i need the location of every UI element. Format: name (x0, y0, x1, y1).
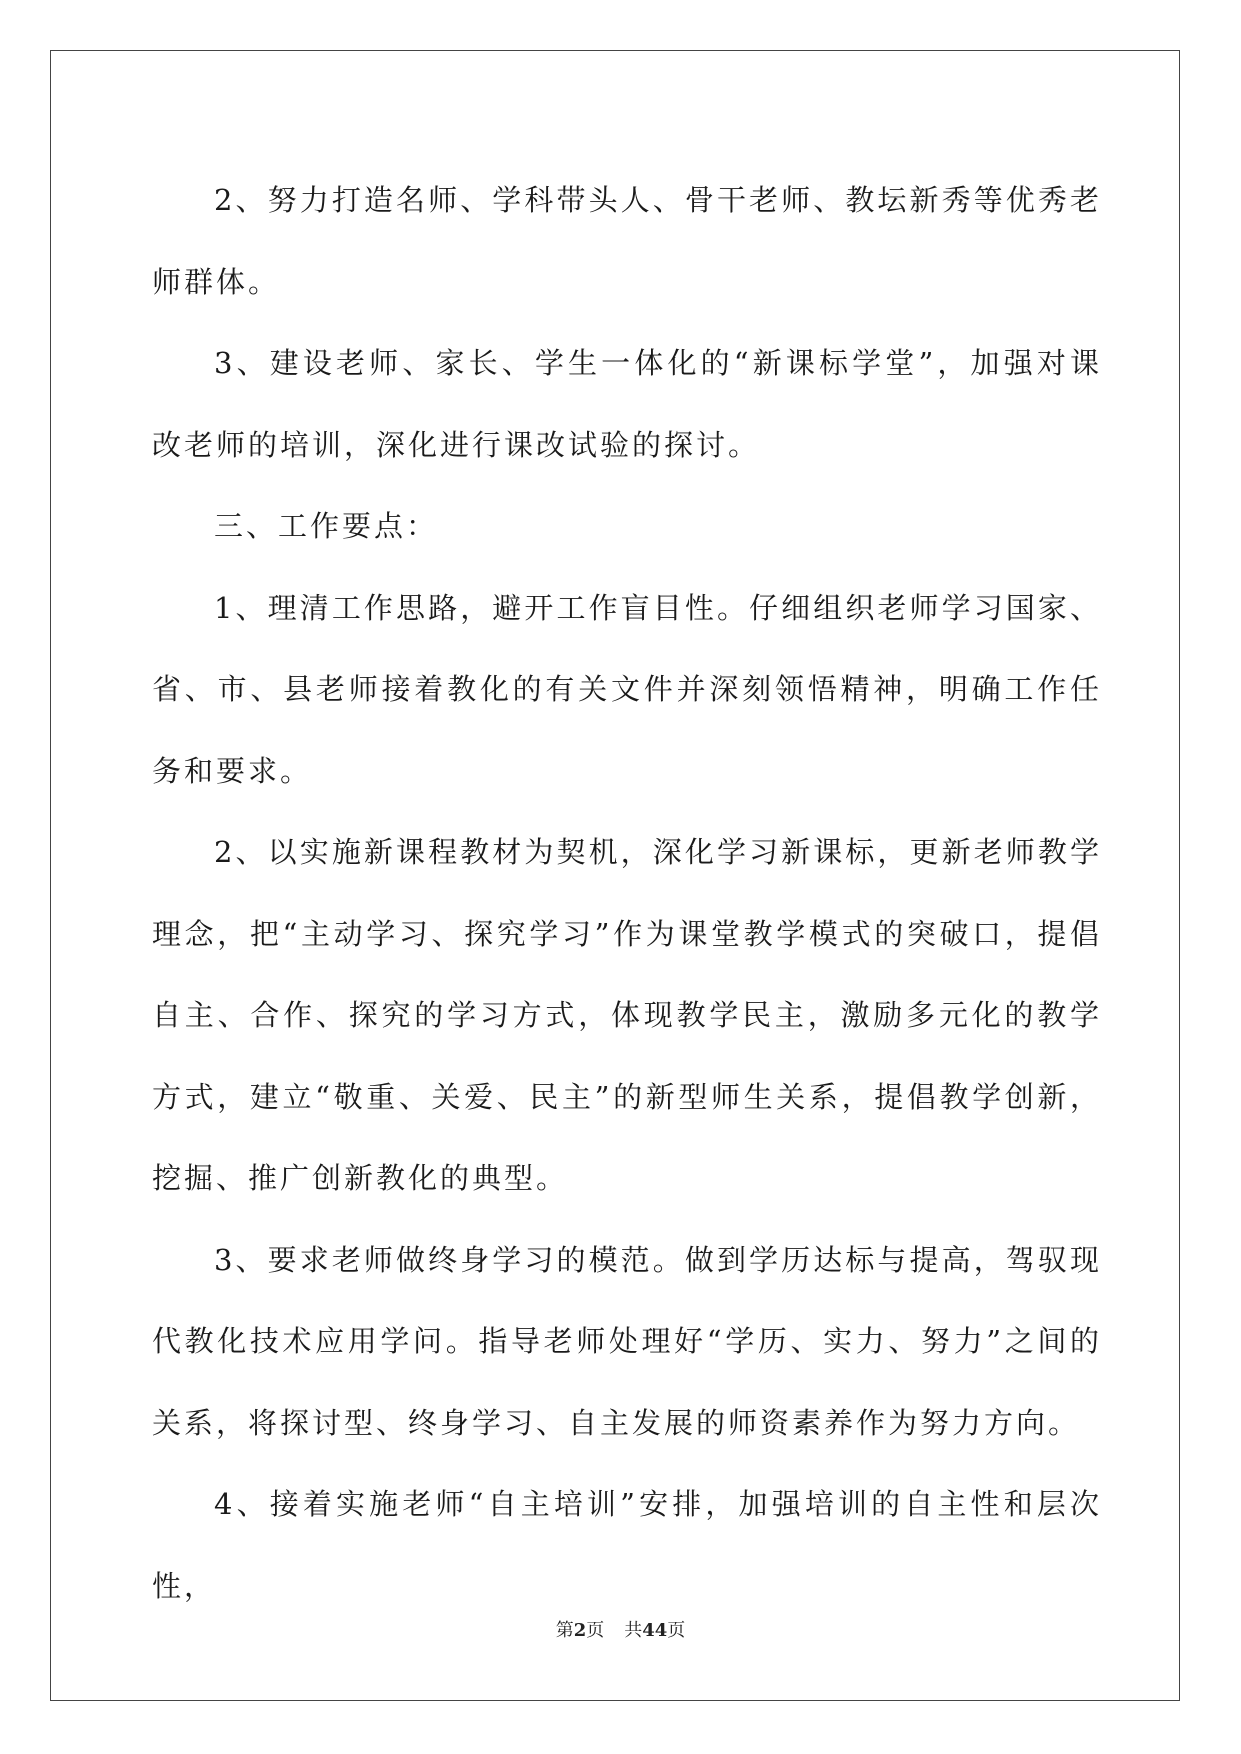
document-body (152, 160, 1102, 1627)
page-footer (0, 1616, 1241, 1642)
paragraph-point-4: 4、接着实施老师“自主培训”安排，加强培训的自主性和层次性， (152, 1487, 1102, 1603)
page-prefix: 第 (555, 1620, 574, 1641)
page-total: 44 (642, 1620, 668, 1641)
paragraph-point-2: 2、以实施新课程教材为契机，深化学习新课标，更新老师教学理念，把“主动学习、探究学习”作为课堂教学模式的突破口，提倡自主、合作、探究的学习方式，体现教学民主，激励多元化的教学方式，建立“敬重、关爱、民主”的新型师生关系，提倡教学创新，挖掘、推广创新教化的典型。 (152, 835, 1102, 1195)
page-current: 2 (573, 1620, 587, 1641)
paragraph-point-1: 1、理清工作思路，避开工作盲目性。仔细组织老师学习国家、省、市、县老师接着教化的有关文件并深刻领悟精神，明确工作任务和要求。 (152, 590, 1102, 788)
total-prefix: 共 (624, 1620, 643, 1641)
section-heading-work-points: 三、工作要点： (214, 509, 439, 543)
total-suffix: 页 (667, 1620, 686, 1641)
paragraph-goal-2: 2、努力打造名师、学科带头人、骨干老师、教坛新秀等优秀老师群体。 (152, 183, 1102, 299)
paragraph-point-3: 3、要求老师做终身学习的模范。做到学历达标与提高，驾驭现代教化技术应用学问。指导老师处理好“学历、实力、努力”之间的关系，将探讨型、终身学习、自主发展的师资素养作为努力方向。 (152, 1242, 1102, 1440)
paragraph-goal-3: 3、建设老师、家长、学生一体化的“新课标学堂”，加强对课改老师的培训，深化进行课改试验的探讨。 (152, 346, 1102, 462)
page-suffix: 页 (586, 1620, 605, 1641)
